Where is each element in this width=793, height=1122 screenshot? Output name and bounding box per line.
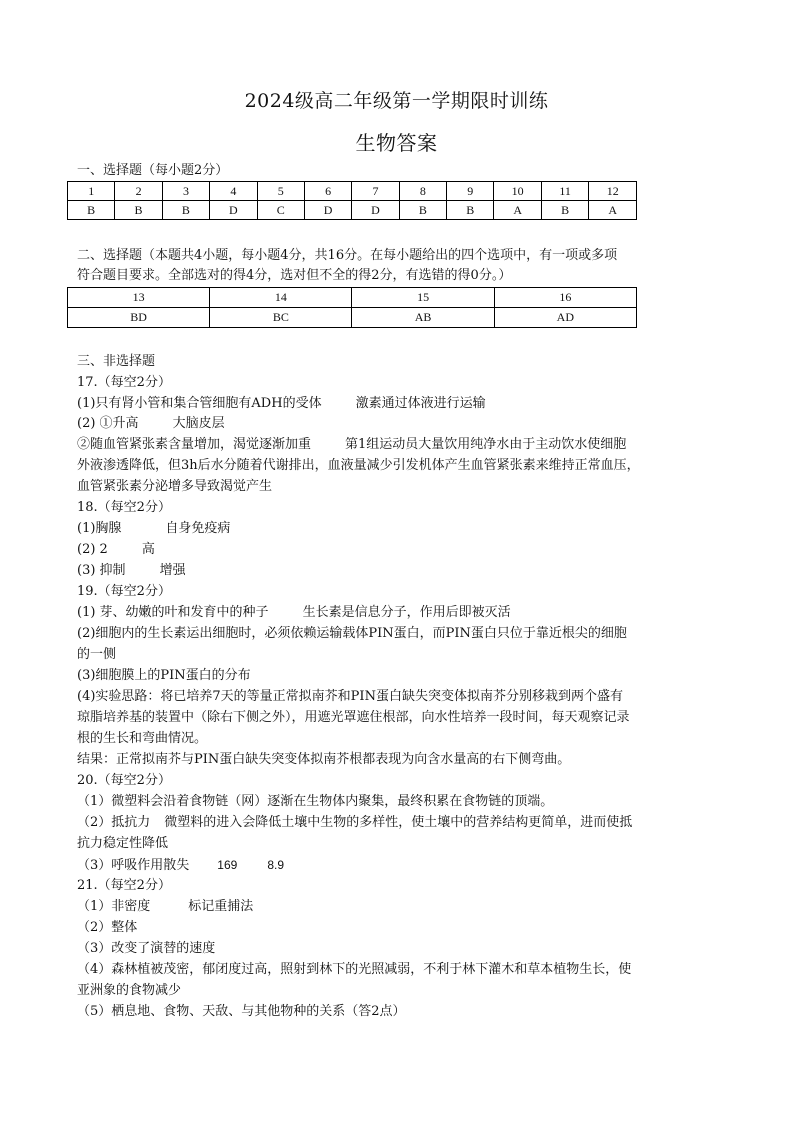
question-number: 12 (589, 182, 637, 201)
document-title: 2024级高二年级第一学期限时训练 (244, 90, 549, 112)
answer-text: 标记重捕法 (188, 899, 254, 914)
table-row (68, 201, 637, 220)
answer-text: （3）呼吸作用散失 (77, 858, 190, 873)
answer-text: （1）非密度 (77, 899, 151, 914)
answer-value: 169 (217, 858, 238, 872)
answer-text: 增强 (159, 563, 186, 578)
answer-text: 微塑料的进入会降低土壤中生物的多样性，使土壤中的营养结构更简单，进而使抵 (164, 815, 633, 830)
section2-answer-table (67, 287, 637, 328)
question-number: 4 (210, 182, 257, 201)
q19-answer-4: (4)实验思路：将已培养7天的等量正常拟南芥和PIN蛋白缺失突变体拟南芥分别移栽到两个盛有 (77, 689, 623, 704)
answer-cell: A (494, 201, 541, 220)
q21-answer-1 (77, 897, 253, 917)
question-number: 6 (304, 182, 351, 201)
answer-text: 大脑皮层 (172, 416, 225, 431)
q17-header: 17.（每空2分） (77, 375, 171, 390)
answer-text: ②随血管紧张素含量增加，渴觉逐渐加重 (77, 437, 312, 452)
q18-header: 18.（每空2分） (77, 500, 171, 515)
answer-cell: BD (68, 308, 210, 328)
q18-answer-1 (77, 519, 230, 539)
q19-result: 结果：正常拟南芥与PIN蛋白缺失突变体拟南芥根都表现为向含水量高的右下侧弯曲。 (77, 752, 571, 767)
q17-answer-3-cont: 外液渗透降低，但3h后水分随着代谢排出，血液量减少引发机体产生血管紧张素来维持正常血压， (77, 458, 640, 473)
answer-cell: B (541, 201, 588, 220)
question-number: 3 (162, 182, 209, 201)
q21-header: 21.（每空2分） (77, 878, 171, 893)
q17-answer-1 (77, 394, 486, 414)
section2-heading-line2: 符合题目要求。全部选对的得4分，选对但不全的得2分，有选错的得0分。） (77, 268, 512, 283)
answer-text: (1)胸腺 (77, 521, 122, 536)
document-subtitle: 生物答案 (355, 131, 438, 155)
answer-cell: D (210, 201, 257, 220)
answer-text: (3) 抑制 (77, 563, 126, 578)
q21-answer-3: （3）改变了演替的速度 (77, 941, 216, 956)
answer-text: 高 (141, 542, 155, 557)
question-number: 15 (352, 288, 494, 308)
section2-heading-line1: 二、选择题（本题共4小题，每小题4分，共16分。在每小题给出的四个选项中，有一项或多项 (77, 248, 618, 263)
q19-answer-3: (3)细胞膜上的PIN蛋白的分布 (77, 668, 251, 683)
question-number: 11 (541, 182, 588, 201)
answer-text: 自身免疫病 (165, 521, 231, 536)
question-number: 14 (210, 288, 352, 308)
q20-answer-3 (77, 855, 284, 876)
answer-cell: B (162, 201, 209, 220)
answer-cell: B (68, 201, 115, 220)
answer-text: 第1组运动员大量饮用纯净水由于主动饮水使细胞 (345, 437, 627, 452)
q21-answer-2: （2）整体 (77, 920, 138, 935)
question-number: 5 (257, 182, 304, 201)
answer-cell: AB (352, 308, 494, 328)
section1-heading: 一、选择题（每小题2分） (77, 163, 229, 178)
question-number: 7 (352, 182, 399, 201)
answer-text: (1)只有肾小管和集合管细胞有ADH的受体 (77, 396, 322, 411)
answer-cell: BC (210, 308, 352, 328)
question-number: 13 (68, 288, 210, 308)
question-number: 16 (494, 288, 636, 308)
table-row (68, 288, 637, 308)
question-number: 9 (447, 182, 494, 201)
answer-value: 8.9 (267, 858, 284, 872)
answer-text: （2）抵抗力 (77, 815, 151, 830)
q20-answer-2-cont: 抗力稳定性降低 (77, 836, 169, 851)
answer-cell: AD (494, 308, 636, 328)
answer-text: (2) 2 (77, 542, 108, 557)
q19-answer-4-cont: 根的生长和弯曲情况。 (77, 731, 208, 746)
answer-text: 激素通过体液进行运输 (355, 396, 486, 411)
q20-header: 20.（每空2分） (77, 773, 171, 788)
q19-answer-2: (2)细胞内的生长素运出细胞时，必须依赖运输载体PIN蛋白，而PIN蛋白只位于靠近根尖的细胞 (77, 626, 627, 641)
q19-answer-1 (77, 603, 511, 623)
answer-cell: B (447, 201, 494, 220)
answer-text: 生长素是信息分子，作用后即被灭活 (302, 605, 511, 620)
question-number: 10 (494, 182, 541, 201)
question-number: 1 (68, 182, 115, 201)
section1-answer-table (67, 181, 637, 220)
q21-answer-4-cont: 亚洲象的食物减少 (77, 983, 182, 998)
answer-text: (1) 芽、幼嫩的叶和发育中的种子 (77, 605, 269, 620)
table-row (68, 308, 637, 328)
section3-heading: 三、非选择题 (77, 354, 156, 369)
q17-answer-3-cont: 血管紧张素分泌增多导致渴觉产生 (77, 479, 273, 494)
question-number: 2 (115, 182, 162, 201)
answer-text: (2) ①升高 (77, 416, 139, 431)
table-row (68, 182, 637, 201)
q21-answer-4: （4）森林植被茂密，郁闭度过高，照射到林下的光照减弱，不利于林下灌木和草本植物生长，使 (77, 962, 632, 977)
q20-answer-1: （1）微塑料会沿着食物链（网）逐渐在生物体内聚集，最终积累在食物链的顶端。 (77, 794, 554, 809)
answer-cell: A (589, 201, 637, 220)
answer-cell: C (257, 201, 304, 220)
answer-cell: B (399, 201, 446, 220)
q17-answer-2 (77, 414, 225, 434)
q19-answer-2-cont: 的一侧 (77, 647, 117, 662)
q17-answer-3 (77, 435, 626, 455)
q19-answer-4-cont: 琼脂培养基的装置中（除右下侧之外），用遮光罩遮住根部，向水性培养一段时间，每天观察记录 (77, 710, 630, 725)
answer-cell: B (115, 201, 162, 220)
answer-cell: D (352, 201, 399, 220)
question-number: 8 (399, 182, 446, 201)
q20-answer-2 (77, 813, 632, 833)
q21-answer-5: （5）栖息地、食物、天敌、与其他物种的关系（答2点） (77, 1004, 406, 1019)
q18-answer-3 (77, 561, 186, 581)
q19-header: 19.（每空2分） (77, 584, 171, 599)
q18-answer-2 (77, 540, 155, 560)
answer-cell: D (304, 201, 351, 220)
